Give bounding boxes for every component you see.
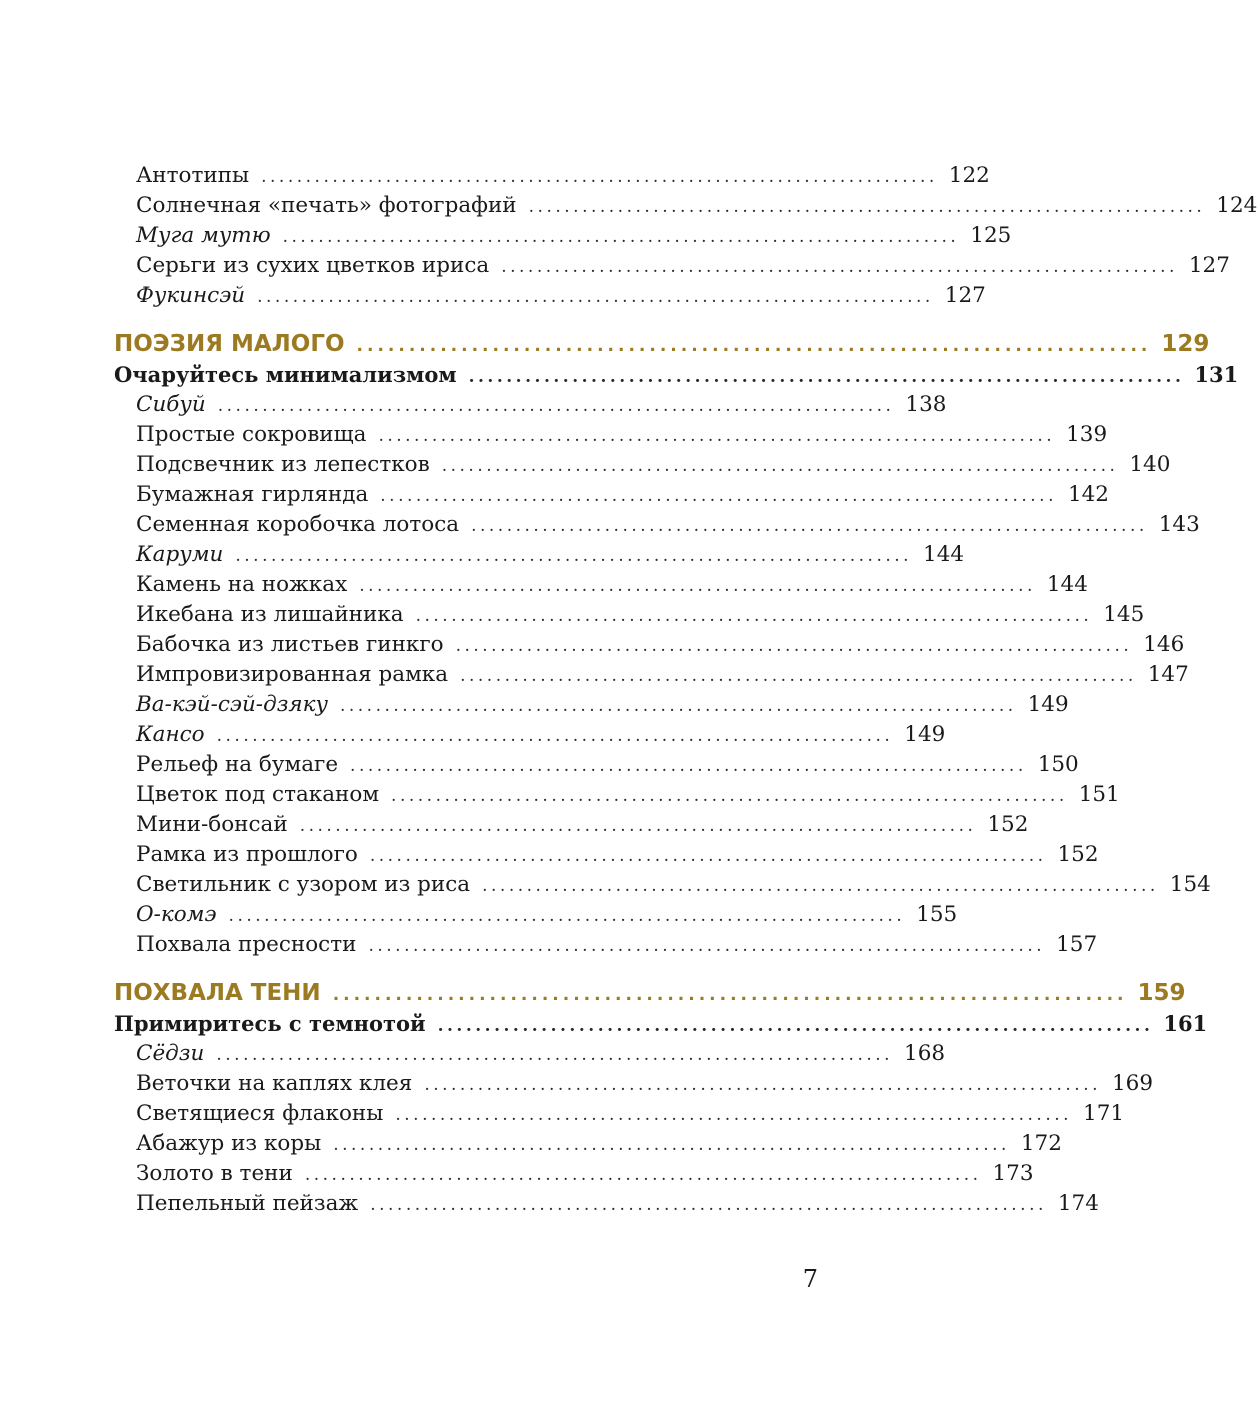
toc-entry-title: Золото в тени xyxy=(136,1161,293,1186)
toc-entry-title: Светящиеся флаконы xyxy=(136,1101,384,1126)
toc-entry xyxy=(114,690,1069,720)
toc-entry xyxy=(114,390,947,420)
toc-entry-title: О-комэ xyxy=(136,902,217,927)
dot-leader: ............................................................................ xyxy=(482,876,1159,896)
toc-entry xyxy=(114,540,965,570)
dot-leader: ............................................................................ xyxy=(528,197,1206,217)
toc-entry-title: Импровизированная рамка xyxy=(136,662,449,687)
toc-entry-page: 122 xyxy=(948,163,990,188)
toc-entry xyxy=(114,480,1109,510)
dot-leader: ............................................................................ xyxy=(391,786,1068,806)
toc-entry xyxy=(114,900,958,930)
toc-entry-page: 152 xyxy=(987,812,1029,837)
toc-entry-page: 147 xyxy=(1147,662,1189,687)
toc-entry xyxy=(114,570,1088,600)
dot-leader: ............................................................................ xyxy=(471,516,1148,536)
dot-leader: ............................................................................ xyxy=(468,367,1185,387)
toc-entry-page: 174 xyxy=(1057,1191,1099,1216)
dot-leader: ............................................................................ xyxy=(333,1135,1010,1155)
toc-entry-title: Серьги из сухих цветков ириса xyxy=(136,253,490,278)
dot-leader: ............................................................................ xyxy=(501,257,1178,277)
dot-leader: ............................................................................ xyxy=(332,985,1128,1005)
toc-entry xyxy=(114,420,1108,450)
toc-entry-page: 169 xyxy=(1111,1071,1154,1096)
dot-leader: ............................................................................ xyxy=(378,426,1056,446)
dot-leader: ............................................................................ xyxy=(370,1195,1047,1215)
toc-entry-page: 140 xyxy=(1129,452,1171,477)
toc-entry xyxy=(114,1099,1125,1129)
toc-entry-title: Рамка из прошлого xyxy=(136,842,358,867)
toc-entry-page: 127 xyxy=(1188,253,1230,278)
toc-entry-title: Похвала пресности xyxy=(136,932,357,957)
toc-section-heading xyxy=(114,328,1210,360)
toc-entry-page: 124 xyxy=(1216,193,1257,218)
toc-entry-page: 129 xyxy=(1161,331,1210,357)
toc-entry-page: 144 xyxy=(1046,572,1088,597)
dot-leader: ............................................................................ xyxy=(368,936,1046,956)
toc-entry-page: 168 xyxy=(904,1041,946,1066)
toc-entry-title: Икебана из лишайника xyxy=(136,602,404,627)
toc-entry xyxy=(114,161,990,191)
toc-entry-page: 142 xyxy=(1067,482,1109,507)
toc-entry xyxy=(114,510,1200,540)
dot-leader: ............................................................................ xyxy=(369,846,1047,866)
dot-leader: ............................................................................ xyxy=(460,666,1137,686)
toc-entry xyxy=(114,221,1012,251)
toc-entry xyxy=(114,930,1098,960)
toc-entry-page: 139 xyxy=(1066,422,1108,447)
toc-entry xyxy=(114,600,1145,630)
dot-leader: ............................................................................ xyxy=(299,816,977,836)
toc-entry xyxy=(114,660,1189,690)
toc-entry-title: Семенная коробочка лотоса xyxy=(136,512,460,537)
toc-entry-page: 172 xyxy=(1020,1131,1062,1156)
toc-entry xyxy=(114,1129,1062,1159)
toc-entry-page: 171 xyxy=(1083,1101,1125,1126)
toc-entry-title: ПОХВАЛА ТЕНИ xyxy=(114,980,321,1006)
toc-entry-title: Веточки на каплях клея xyxy=(136,1071,413,1096)
toc-entry-title: Цветок под стаканом xyxy=(136,782,380,807)
toc-entry-page: 157 xyxy=(1056,932,1098,957)
toc-entry-title: Ва-кэй-сэй-дзяку xyxy=(136,692,328,717)
toc-entry-title: Муга мутю xyxy=(136,223,271,248)
toc-entry-page: 149 xyxy=(904,722,946,747)
toc-entry xyxy=(114,810,1029,840)
toc-entry xyxy=(114,780,1120,810)
toc-entry-page: 150 xyxy=(1037,752,1079,777)
dot-leader: ............................................................................ xyxy=(217,396,895,416)
toc-entry-title: ПОЭЗИЯ МАЛОГО xyxy=(114,331,345,357)
toc-entry-title: Рельеф на бумаге xyxy=(136,752,339,777)
toc-entry xyxy=(114,450,1171,480)
dot-leader: ............................................................................ xyxy=(395,1105,1073,1125)
toc-entry-page: 131 xyxy=(1194,362,1239,387)
toc-entry-page: 155 xyxy=(916,902,958,927)
dot-leader: ............................................................................ xyxy=(415,606,1093,626)
toc-entry-title: Кансо xyxy=(136,722,205,747)
toc-chapter-entry xyxy=(114,360,1239,390)
table-of-contents xyxy=(114,161,1257,1219)
dot-leader: ............................................................................ xyxy=(339,696,1017,716)
toc-entry xyxy=(114,281,986,311)
toc-entry-page: 145 xyxy=(1103,602,1145,627)
toc-entry-title: Солнечная «печать» фотографий xyxy=(136,193,517,218)
dot-leader: ............................................................................ xyxy=(359,576,1036,596)
toc-entry-page: 125 xyxy=(970,223,1012,248)
toc-entry-title: Каруми xyxy=(136,542,224,567)
dot-leader: ............................................................................ xyxy=(356,336,1152,356)
toc-entry-title: Светильник с узором из риса xyxy=(136,872,471,897)
toc-entry-title: Фукинсэй xyxy=(136,283,246,308)
dot-leader: ............................................................................ xyxy=(261,167,938,187)
toc-entry-title: Бумажная гирлянда xyxy=(136,482,369,507)
toc-entry-page: 138 xyxy=(905,392,947,417)
toc-entry-page: 154 xyxy=(1169,872,1211,897)
toc-entry-title: Бабочка из листьев гинкго xyxy=(136,632,444,657)
toc-entry-page: 173 xyxy=(992,1161,1034,1186)
toc-entry xyxy=(114,1189,1099,1219)
dot-leader: ............................................................................ xyxy=(304,1165,982,1185)
toc-entry-title: Простые сокровища xyxy=(136,422,367,447)
toc-entry xyxy=(114,750,1079,780)
page-number: 7 xyxy=(802,1265,818,1293)
toc-entry-page: 152 xyxy=(1057,842,1099,867)
toc-entry-title: Пепельный пейзаж xyxy=(136,1191,359,1216)
toc-entry xyxy=(114,840,1099,870)
toc-entry xyxy=(114,630,1185,660)
toc-entry-page: 127 xyxy=(944,283,986,308)
dot-leader: ............................................................................ xyxy=(216,726,894,746)
toc-entry-title: Абажур из коры xyxy=(136,1131,322,1156)
toc-entry-page: 151 xyxy=(1078,782,1120,807)
toc-entry xyxy=(114,1039,946,1069)
toc-entry-title: Антотипы xyxy=(136,163,250,188)
dot-leader: ............................................................................ xyxy=(437,1016,1154,1036)
toc-entry-page: 159 xyxy=(1137,980,1186,1006)
toc-entry-title: Подсвечник из лепестков xyxy=(136,452,430,477)
toc-entry xyxy=(114,251,1230,281)
toc-entry-title: Сибуй xyxy=(136,392,206,417)
dot-leader: ............................................................................ xyxy=(424,1075,1102,1095)
dot-leader: ............................................................................ xyxy=(282,227,960,247)
dot-leader: ............................................................................ xyxy=(235,546,913,566)
toc-entry-title: Мини-бонсай xyxy=(136,812,288,837)
dot-leader: ............................................................................ xyxy=(455,636,1133,656)
toc-entry-title: Очаруйтесь минимализмом xyxy=(114,362,457,387)
toc-entry-title: Примиритесь с темнотой xyxy=(114,1011,426,1036)
toc-entry xyxy=(114,1069,1154,1099)
dot-leader: ............................................................................ xyxy=(380,486,1057,506)
toc-entry-title: Камень на ножках xyxy=(136,572,348,597)
toc-entry-page: 144 xyxy=(923,542,965,567)
dot-leader: ............................................................................ xyxy=(350,756,1027,776)
toc-entry-page: 146 xyxy=(1143,632,1185,657)
toc-chapter-entry xyxy=(114,1009,1208,1039)
toc-entry-title: Сёдзи xyxy=(136,1041,205,1066)
toc-entry xyxy=(114,870,1211,900)
dot-leader: ............................................................................ xyxy=(228,906,906,926)
toc-section-heading xyxy=(114,977,1186,1009)
toc-entry-page: 161 xyxy=(1163,1011,1208,1036)
toc-entry xyxy=(114,720,946,750)
dot-leader: ............................................................................ xyxy=(441,456,1119,476)
toc-entry-page: 143 xyxy=(1158,512,1200,537)
toc-entry xyxy=(114,1159,1034,1189)
toc-entry-page: 149 xyxy=(1027,692,1069,717)
dot-leader: ............................................................................ xyxy=(216,1045,894,1065)
toc-entry xyxy=(114,191,1257,221)
dot-leader: ............................................................................ xyxy=(257,287,934,307)
